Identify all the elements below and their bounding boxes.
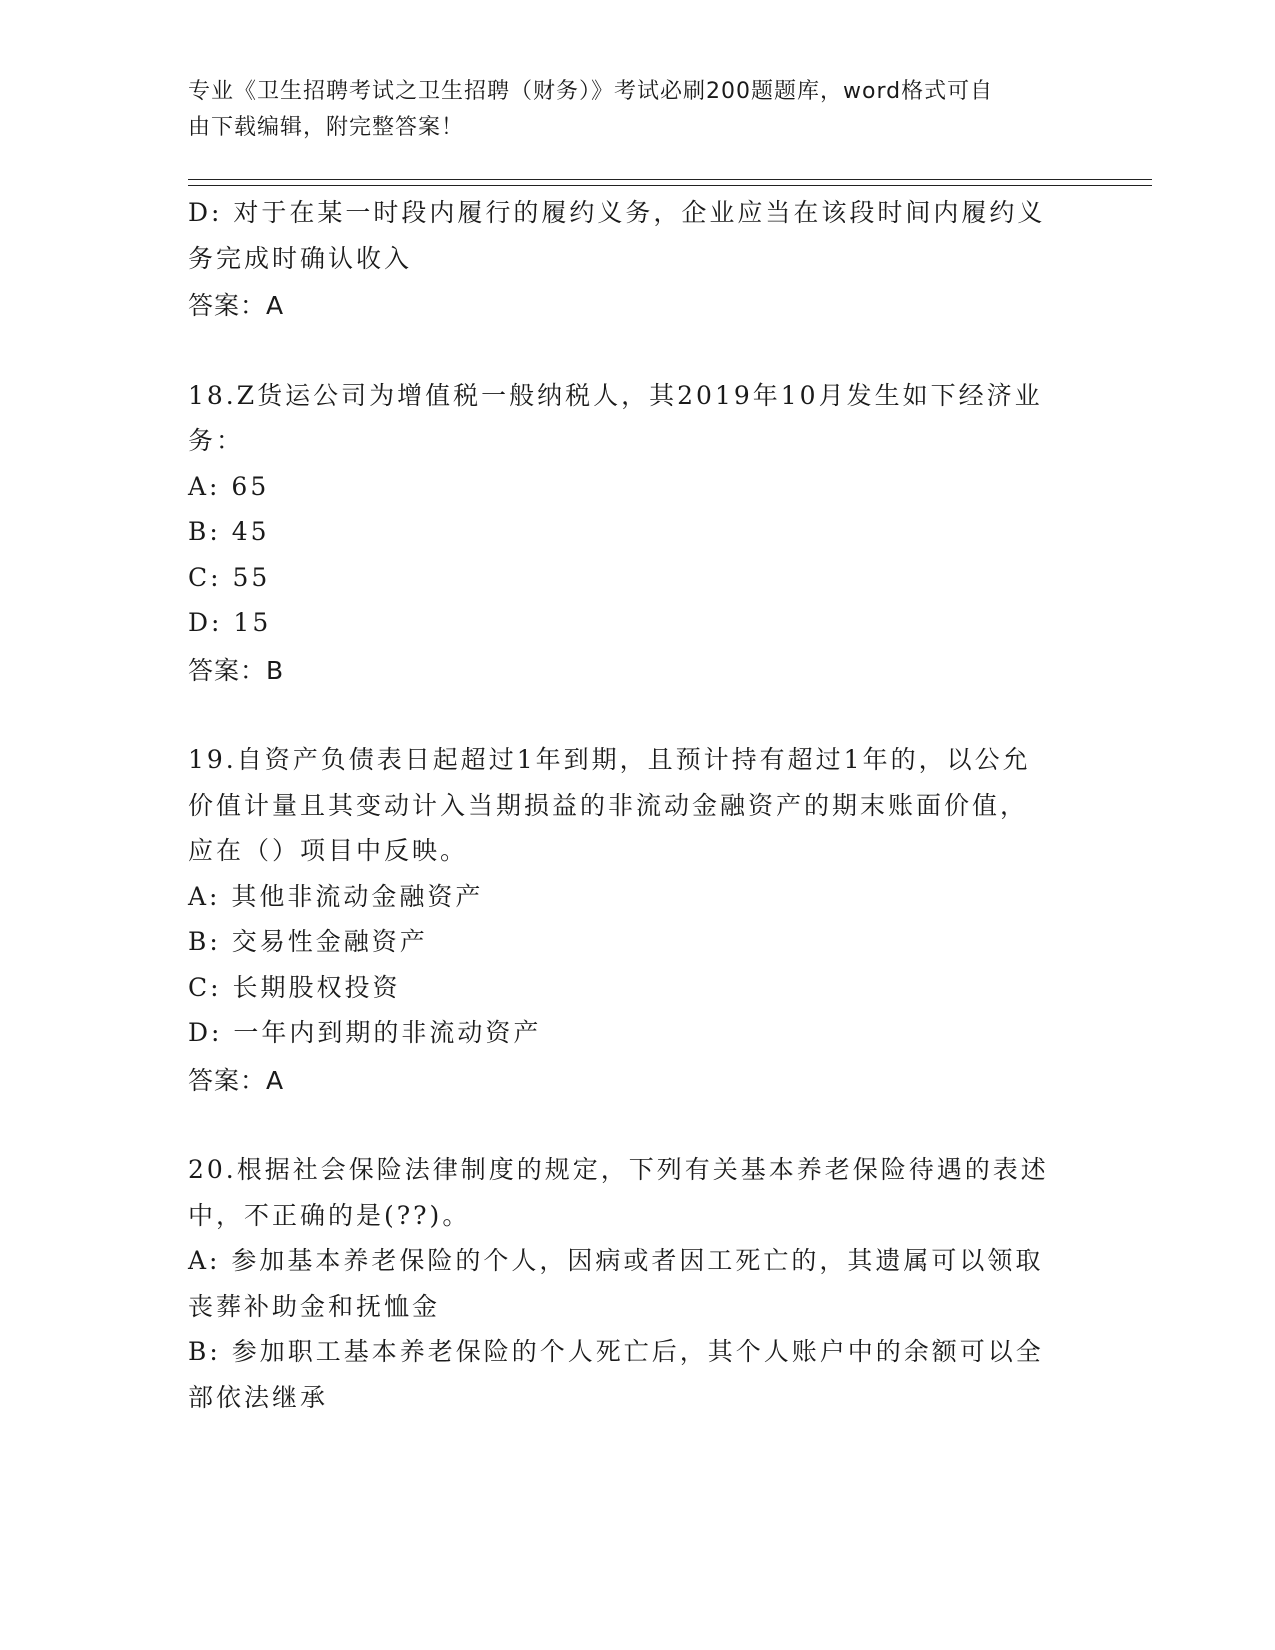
question-stem: 20.根据社会保险法律制度的规定，下列有关基本养老保险待遇的表述: [188, 1155, 1049, 1184]
header-line-2: 由下载编辑，附完整答案！: [188, 115, 465, 140]
question-19: [188, 737, 1068, 1103]
option-a: A: 其他非流动金融资产: [188, 881, 484, 911]
option-b-continued: 部依法继承: [188, 1382, 329, 1412]
header-divider-top: [188, 179, 1152, 180]
question-stem: 19.自资产负债表日起超过1年到期，且预计持有超过1年的，以公允: [188, 745, 1031, 774]
question-20: [188, 1147, 1068, 1420]
answer-label: 答案：B: [188, 655, 285, 685]
spacer: [188, 329, 1068, 373]
option-a: A: 65: [188, 471, 270, 501]
spacer: [188, 1103, 1068, 1147]
answer-label: 答案：A: [188, 1065, 285, 1095]
document-header: [188, 74, 1068, 146]
header-divider-bottom: [188, 185, 1152, 186]
question-18: [188, 373, 1068, 694]
option-b: B: 参加职工基本养老保险的个人死亡后，其个人账户中的余额可以全: [188, 1337, 1044, 1366]
question-stem-continued: 价值计量且其变动计入当期损益的非流动金融资产的期末账面价值，: [188, 790, 1029, 820]
option-b: B: 交易性金融资产: [188, 927, 428, 956]
option-c: C: 长期股权投资: [188, 972, 401, 1002]
question-stem-continued: 应在（）项目中反映。: [188, 836, 469, 865]
option-a-continued: 丧葬补助金和抚恤金: [188, 1291, 441, 1321]
option-d: D: 15: [188, 608, 272, 637]
answer-label: 答案：A: [188, 291, 285, 320]
option-d: D: 一年内到期的非流动资产: [188, 1018, 542, 1047]
spacer: [188, 693, 1068, 737]
question-17-tail: [188, 190, 1068, 329]
question-stem: 18.Z货运公司为增值税一般纳税人，其2019年10月发生如下经济业: [188, 380, 1043, 410]
header-line-1: 专业《卫生招聘考试之卫生招聘（财务）》考试必刷200题题库，word格式可自: [188, 79, 994, 104]
document-body: [188, 190, 1068, 1420]
question-stem-continued: 中，不正确的是(??)。: [188, 1200, 471, 1230]
option-d-continued: 务完成时确认收入: [188, 243, 413, 273]
option-c: C: 55: [188, 562, 271, 592]
option-b: B: 45: [188, 517, 270, 546]
question-stem-continued: 务：: [188, 426, 245, 455]
option-d: D: 对于在某一时段内履行的履约义务，企业应当在该段时间内履约义: [188, 198, 1046, 227]
option-a: A: 参加基本养老保险的个人，因病或者因工死亡的，其遗属可以领取: [188, 1246, 1044, 1275]
